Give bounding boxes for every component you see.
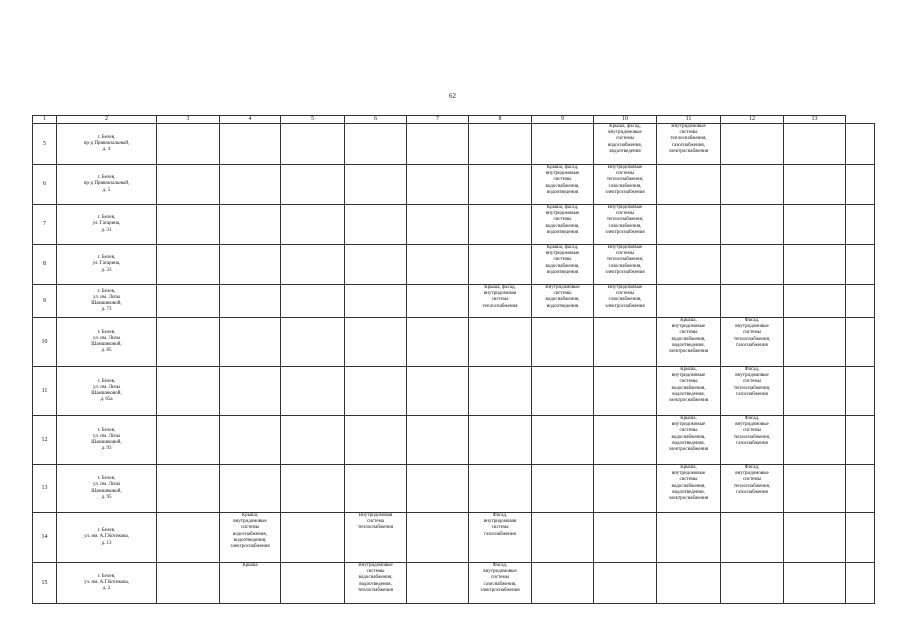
- work-cell-col-4: [220, 367, 281, 416]
- work-cell-col-4: Крыша: [220, 563, 281, 604]
- header-row: [33, 116, 875, 124]
- work-cell-col-9: Крыша, фасад, внутридомовые системы водоснабжения, водоотведения: [532, 245, 594, 285]
- column-header-11: 11: [657, 116, 721, 124]
- work-cell-col-6: [345, 367, 407, 416]
- row-number: 13: [33, 465, 57, 513]
- row-number: 12: [33, 416, 57, 465]
- work-cell-col-13: [784, 205, 846, 245]
- work-cell-col-8: [469, 205, 532, 245]
- row-number: 11: [33, 367, 57, 416]
- work-cell-col-10: Внутридомовые системы теплоснабжения, газоснабжения, электроснабжения: [594, 245, 657, 285]
- work-cell-col-9: [532, 513, 594, 563]
- work-cell-col-11: [657, 165, 721, 205]
- work-cell-col-11: [657, 245, 721, 285]
- work-cell-col-9: Внутридомовые системы водоснабжения, водоотведения: [532, 285, 594, 318]
- work-cell-col-12: [721, 563, 784, 604]
- work-cell-col-11: Внутридомовые системы теплоснабжения, газоснабжения, электроснабжения: [657, 124, 721, 165]
- address-cell: г. Белев, ул. им. А.Г.Котикова, д. 13: [57, 513, 157, 563]
- work-cell-col-14: [846, 285, 875, 318]
- work-cell-col-13: [784, 367, 846, 416]
- work-cell-col-14: [846, 245, 875, 285]
- work-cell-col-14: [846, 205, 875, 245]
- work-cell-col-4: [220, 205, 281, 245]
- column-header-2: 2: [57, 116, 157, 124]
- work-cell-col-3: [157, 563, 220, 604]
- work-cell-col-14: [846, 124, 875, 165]
- work-cell-col-9: [532, 416, 594, 465]
- work-cell-col-8: [469, 465, 532, 513]
- column-header-12: 12: [721, 116, 784, 124]
- work-cell-col-6: Внутридомовая система теплоснабжения: [345, 513, 407, 563]
- row-number: 7: [33, 205, 57, 245]
- work-cell-col-3: [157, 465, 220, 513]
- work-cell-col-8: Фасад, внутридомовая система газоснабжения: [469, 513, 532, 563]
- work-cell-col-8: Фасад, внутридомовые системы газоснабжения, электроснабжения: [469, 563, 532, 604]
- work-cell-col-12: [721, 205, 784, 245]
- work-cell-col-7: [407, 205, 469, 245]
- address-cell: г. Белев, ул. Гагарина, д. 33: [57, 245, 157, 285]
- work-cell-col-6: [345, 205, 407, 245]
- row-number: 15: [33, 563, 57, 604]
- work-cell-col-5: [281, 465, 345, 513]
- work-cell-col-7: [407, 367, 469, 416]
- work-cell-col-8: [469, 124, 532, 165]
- work-cell-col-7: [407, 285, 469, 318]
- address-cell: г. Белев, ул. им. Лизы Шамшиковой, д. 65а: [57, 367, 157, 416]
- work-cell-col-12: [721, 124, 784, 165]
- row-number: 6: [33, 165, 57, 205]
- work-cell-col-7: [407, 245, 469, 285]
- work-cell-col-12: [721, 245, 784, 285]
- column-header-4: 4: [220, 116, 281, 124]
- work-cell-col-4: [220, 465, 281, 513]
- work-cell-col-6: [345, 285, 407, 318]
- work-cell-col-6: [345, 416, 407, 465]
- work-cell-col-5: [281, 245, 345, 285]
- work-cell-col-12: [721, 513, 784, 563]
- work-cell-col-10: [594, 318, 657, 367]
- table-row: [33, 367, 875, 416]
- work-cell-col-14: [846, 465, 875, 513]
- work-cell-col-9: Крыша, фасад, внутридомовые системы водоснабжения, водоотведения: [532, 205, 594, 245]
- row-number: 8: [33, 245, 57, 285]
- column-header-6: 6: [345, 116, 407, 124]
- work-cell-col-13: [784, 124, 846, 165]
- work-cell-col-7: [407, 513, 469, 563]
- work-cell-col-12: [721, 285, 784, 318]
- row-number: 5: [33, 124, 57, 165]
- work-cell-col-4: [220, 318, 281, 367]
- address-cell: г. Белев, ул. им. Лизы Шамшиковой, д. 95: [57, 465, 157, 513]
- work-cell-col-3: [157, 367, 220, 416]
- column-header-7: 7: [407, 116, 469, 124]
- work-cell-col-13: [784, 563, 846, 604]
- work-cell-col-9: [532, 318, 594, 367]
- work-cell-col-5: [281, 513, 345, 563]
- work-cell-col-12: Фасад, внутридомовые системы теплоснабжения, газоснабжения: [721, 367, 784, 416]
- address-cell: г. Белев, ул. Гагарина, д. 31: [57, 205, 157, 245]
- work-cell-col-11: Крыша, внутридомовые системы водоснабжения, водоотведения, электроснабжения: [657, 318, 721, 367]
- work-cell-col-3: [157, 124, 220, 165]
- work-cell-col-13: [784, 165, 846, 205]
- address-cell: г. Белев, ул. им. А.Г.Котикова, д. 2: [57, 563, 157, 604]
- repair-schedule-table: [32, 115, 875, 604]
- work-cell-col-6: [345, 165, 407, 205]
- work-cell-col-3: [157, 513, 220, 563]
- work-cell-col-5: [281, 285, 345, 318]
- work-cell-col-14: [846, 563, 875, 604]
- work-cell-col-12: Фасад, внутридомовые системы теплоснабжения, газоснабжения: [721, 318, 784, 367]
- table-row: [33, 285, 875, 318]
- work-cell-col-9: [532, 124, 594, 165]
- table-row: [33, 318, 875, 367]
- row-number: 9: [33, 285, 57, 318]
- work-cell-col-11: Крыша, внутридомовые системы водоснабжения, водоотведения, электроснабжения: [657, 465, 721, 513]
- table-row: [33, 465, 875, 513]
- work-cell-col-5: [281, 165, 345, 205]
- work-cell-col-10: [594, 465, 657, 513]
- work-cell-col-8: [469, 245, 532, 285]
- work-cell-col-13: [784, 513, 846, 563]
- work-cell-col-12: Фасад, внутридомовые системы теплоснабжения, газоснабжения: [721, 465, 784, 513]
- address-cell: г. Белев, ул. им. Лизы Шамшиковой, д. 85: [57, 318, 157, 367]
- work-cell-col-8: [469, 318, 532, 367]
- work-cell-col-4: [220, 416, 281, 465]
- work-cell-col-14: [846, 416, 875, 465]
- work-cell-col-4: [220, 124, 281, 165]
- work-cell-col-13: [784, 318, 846, 367]
- work-cell-col-5: [281, 205, 345, 245]
- work-cell-col-3: [157, 245, 220, 285]
- work-cell-col-5: [281, 367, 345, 416]
- work-cell-col-10: Внутридомовые системы газоснабжения, электроснабжения: [594, 285, 657, 318]
- column-header-5: 5: [281, 116, 345, 124]
- work-cell-col-9: [532, 367, 594, 416]
- work-cell-col-13: [784, 465, 846, 513]
- work-cell-col-4: [220, 165, 281, 205]
- column-header-13: 13: [784, 116, 846, 124]
- work-cell-col-9: Крыша, фасад, внутридомовые системы водоснабжения, водоотведения: [532, 165, 594, 205]
- work-cell-col-14: [846, 367, 875, 416]
- work-cell-col-5: [281, 124, 345, 165]
- work-cell-col-7: [407, 416, 469, 465]
- work-cell-col-9: [532, 465, 594, 513]
- work-cell-col-5: [281, 416, 345, 465]
- work-cell-col-13: [784, 285, 846, 318]
- work-cell-col-3: [157, 205, 220, 245]
- work-cell-col-3: [157, 285, 220, 318]
- work-cell-col-4: Крыша, внутридомовые системы водоснабжения, водоотведения, электроснабжения: [220, 513, 281, 563]
- address-cell: г. Белев, ул. им. Лизы Шамшиковой, д. 93: [57, 416, 157, 465]
- table-row: [33, 205, 875, 245]
- work-cell-col-3: [157, 416, 220, 465]
- work-cell-col-11: [657, 563, 721, 604]
- column-header-1: 1: [33, 116, 57, 124]
- work-cell-col-6: [345, 318, 407, 367]
- table-row: [33, 245, 875, 285]
- work-cell-col-13: [784, 416, 846, 465]
- work-cell-col-14: [846, 513, 875, 563]
- work-cell-col-10: Внутридомовые системы теплоснабжения, газоснабжения, электроснабжения: [594, 165, 657, 205]
- work-cell-col-13: [784, 245, 846, 285]
- work-cell-col-14: [846, 318, 875, 367]
- work-cell-col-7: [407, 465, 469, 513]
- work-cell-col-6: Внутридомовые системы водоснабжения, водоотведения, теплоснабжения: [345, 563, 407, 604]
- work-cell-col-12: Фасад, внутридомовые системы теплоснабжения, газоснабжения: [721, 416, 784, 465]
- work-cell-col-4: [220, 245, 281, 285]
- work-cell-col-6: [345, 124, 407, 165]
- work-cell-col-3: [157, 165, 220, 205]
- column-header-8: 8: [469, 116, 532, 124]
- work-cell-col-10: [594, 367, 657, 416]
- work-cell-col-3: [157, 318, 220, 367]
- work-cell-col-7: [407, 124, 469, 165]
- work-cell-col-12: [721, 165, 784, 205]
- table-row: [33, 513, 875, 563]
- work-cell-col-8: Крыша, фасад, внутридомовая система теплоснабжения: [469, 285, 532, 318]
- work-cell-col-8: [469, 367, 532, 416]
- work-cell-col-10: Крыша, фасад, внутридомовые системы водоснабжения, водоотведения: [594, 124, 657, 165]
- row-number: 10: [33, 318, 57, 367]
- table-row: [33, 416, 875, 465]
- address-cell: г. Белев, пр-д Привокзальный, д. 4: [57, 124, 157, 165]
- work-cell-col-10: [594, 513, 657, 563]
- table-row: [33, 563, 875, 604]
- work-cell-col-10: [594, 416, 657, 465]
- work-cell-col-7: [407, 318, 469, 367]
- work-cell-col-11: [657, 285, 721, 318]
- work-cell-col-5: [281, 318, 345, 367]
- work-cell-col-6: [345, 245, 407, 285]
- work-cell-col-9: [532, 563, 594, 604]
- work-cell-col-10: Внутридомовые системы теплоснабжения, газоснабжения, электроснабжения: [594, 205, 657, 245]
- column-header-9: 9: [532, 116, 594, 124]
- work-cell-col-5: [281, 563, 345, 604]
- work-cell-col-10: [594, 563, 657, 604]
- work-cell-col-8: [469, 165, 532, 205]
- table-body: [33, 124, 875, 604]
- column-header-10: 10: [594, 116, 657, 124]
- work-cell-col-14: [846, 165, 875, 205]
- table-row: [33, 165, 875, 205]
- work-cell-col-11: [657, 513, 721, 563]
- address-cell: г. Белев, ул. им. Лизы Шамшиковой, д. 73: [57, 285, 157, 318]
- work-cell-col-11: [657, 205, 721, 245]
- address-cell: г. Белев, пр-д Привокзальный, д. 5: [57, 165, 157, 205]
- work-cell-col-8: [469, 416, 532, 465]
- table-row: [33, 124, 875, 165]
- page-number: 62: [449, 92, 456, 100]
- work-cell-col-7: [407, 165, 469, 205]
- work-cell-col-7: [407, 563, 469, 604]
- work-cell-col-4: [220, 285, 281, 318]
- work-cell-col-11: Крыша, внутридомовые системы водоснабжения, водоотведения, электроснабжения: [657, 367, 721, 416]
- work-cell-col-6: [345, 465, 407, 513]
- row-number: 14: [33, 513, 57, 563]
- column-header-3: 3: [157, 116, 220, 124]
- work-cell-col-11: Крыша, внутридомовые системы водоснабжения, водоотведения, электроснабжения: [657, 416, 721, 465]
